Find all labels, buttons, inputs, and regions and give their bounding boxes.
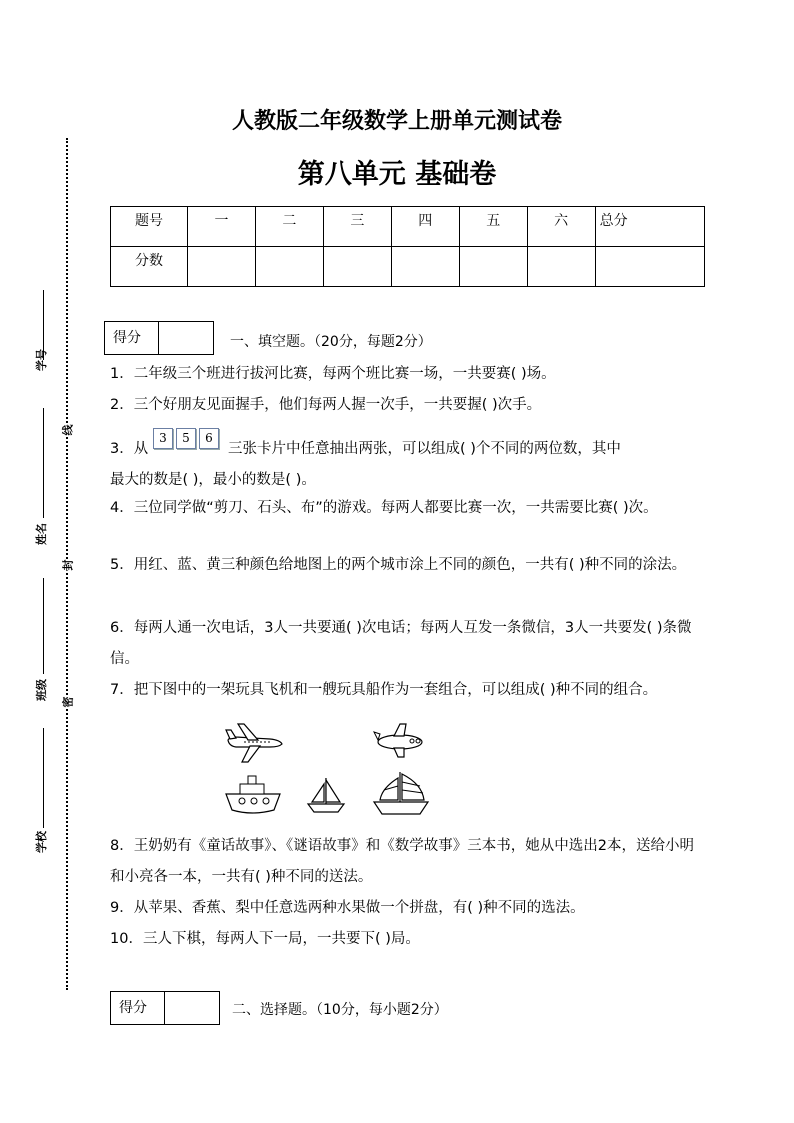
question-9: 9．从苹果、香蕉、梨中任意选两种水果做一个拼盘，有( )种不同的选法。 xyxy=(110,900,585,916)
question-2: 2．三个好朋友见面握手，他们每两人握一次手，一共要握( )次手。 xyxy=(110,397,542,413)
score-blank-cell[interactable] xyxy=(188,247,256,287)
class-fill-line xyxy=(43,578,44,674)
toy-airplane-icon xyxy=(224,722,284,764)
section1-score-label: 得分 xyxy=(105,322,159,354)
class-label: 班级 xyxy=(35,679,48,701)
binding-mark-feng: 封 xyxy=(61,559,75,571)
score-blank-cell[interactable] xyxy=(323,247,391,287)
school-label: 学校 xyxy=(35,831,48,853)
binding-mark-xian: 线 xyxy=(61,424,75,436)
score-blank-cell[interactable] xyxy=(527,247,595,287)
score-table-cell: 五 xyxy=(459,207,527,247)
number-cards xyxy=(153,428,222,449)
question-7: 7．把下图中的一架玩具飞机和一艘玩具船作为一套组合，可以组成( )种不同的组合。 xyxy=(110,682,658,698)
school-fill-line xyxy=(43,728,44,828)
score-table-cell: 分数 xyxy=(111,247,188,287)
question-6: 6．每两人通一次电话，3人一共要通( )次电话；每两人互发一条微信，3人一共要发( )条微信。 xyxy=(110,620,692,667)
number-card: 6 xyxy=(199,428,219,449)
score-table xyxy=(110,206,705,287)
question-10: 10．三人下棋，每两人下一局，一共要下( )局。 xyxy=(110,931,420,947)
section1-score-blank[interactable] xyxy=(159,322,213,354)
score-table-cell: 二 xyxy=(255,207,323,247)
name-label: 姓名 xyxy=(35,523,48,545)
question-1: 1．二年级三个班进行拔河比赛，每两个班比赛一场，一共要赛( )场。 xyxy=(110,366,556,382)
question-3-prefix: 3．从 xyxy=(110,441,149,457)
section2-score-box xyxy=(110,991,220,1025)
score-table-cell: 四 xyxy=(391,207,459,247)
question-3-text: 三张卡片中任意抽出两张，可以组成( )个不同的两位数，其中 xyxy=(228,441,621,457)
section1-score-box xyxy=(104,321,214,355)
toy-sailboat-icon xyxy=(306,776,346,814)
toy-ship-icon xyxy=(222,772,284,816)
score-table-cell: 总分 xyxy=(595,207,704,247)
score-table-header-row xyxy=(111,207,705,247)
score-blank-cell[interactable] xyxy=(391,247,459,287)
question-3-line2: 最大的数是( )，最小的数是( )。 xyxy=(110,472,316,488)
number-card: 3 xyxy=(153,428,173,449)
number-card: 5 xyxy=(176,428,196,449)
score-blank-cell[interactable] xyxy=(595,247,704,287)
score-table-cell: 三 xyxy=(323,207,391,247)
score-table-score-row xyxy=(111,247,705,287)
binding-mark-mi: 密 xyxy=(61,696,75,708)
question-5: 5．用红、蓝、黄三种颜色给地图上的两个城市涂上不同的颜色，一共有( )种不同的涂法。 xyxy=(110,557,687,573)
score-table-cell: 一 xyxy=(188,207,256,247)
section2-score-label: 得分 xyxy=(111,992,165,1024)
question-8: 8．王奶奶有《童话故事》、《谜语故事》和《数学故事》三本书，她从中选出2本，送给小明和小亮各一本，一共有( )种不同的送法。 xyxy=(110,838,694,885)
score-blank-cell[interactable] xyxy=(459,247,527,287)
section1-title: 一、填空题。（20分，每题2分） xyxy=(230,334,432,350)
score-blank-cell[interactable] xyxy=(255,247,323,287)
name-fill-line xyxy=(43,408,44,518)
student-id-label: 学号 xyxy=(35,349,48,371)
page-title: 人教版二年级数学上册单元测试卷 xyxy=(231,109,562,134)
section2-title: 二、选择题。（10分，每小题2分） xyxy=(232,1002,448,1018)
section2-score-blank[interactable] xyxy=(165,992,219,1024)
score-table-cell: 六 xyxy=(527,207,595,247)
page-subtitle: 第八单元 基础卷 xyxy=(297,159,497,190)
toy-plane-icon xyxy=(372,722,428,758)
toy-junk-boat-icon xyxy=(372,770,430,816)
question-4: 4．三位同学做“剪刀、石头、布”的游戏。每两人都要比赛一次，一共需要比赛( )次。 xyxy=(110,500,658,516)
score-table-cell: 题号 xyxy=(111,207,188,247)
